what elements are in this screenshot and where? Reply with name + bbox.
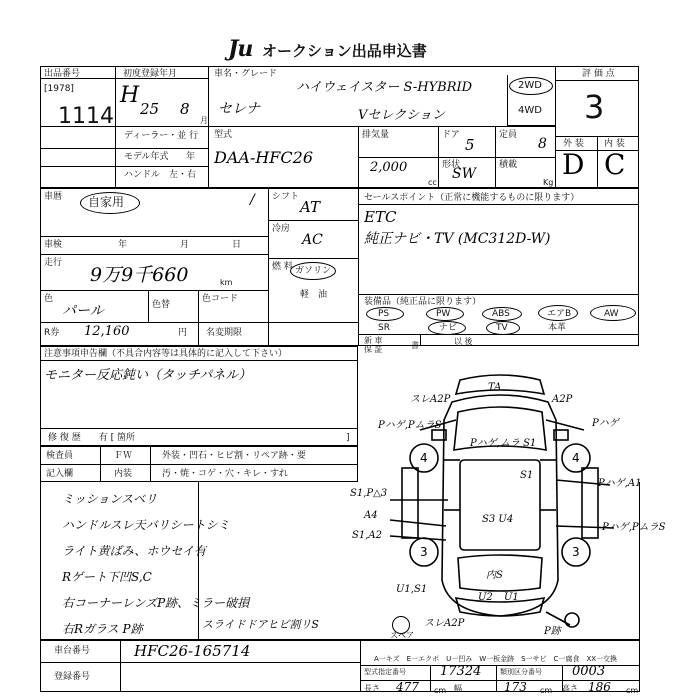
free-note-2: ハンドルスレ天バリシートシミ <box>62 518 230 532</box>
shaken-day: 日 <box>232 240 242 250</box>
cooling-label: 冷房 <box>272 224 291 234</box>
equipment-label: 装備品（純正品に限ります） <box>364 297 482 307</box>
diag-hood: Pハゲ,ムラ S1 <box>470 438 537 449</box>
height-label: 高さ <box>562 684 578 693</box>
height-cm: cm <box>626 686 639 695</box>
katashiki-label: 型式 <box>214 130 233 140</box>
tire-rr-num: 3 <box>572 545 580 559</box>
width-label: 幅 <box>454 684 462 693</box>
bottom-label-1: 型式指定番号 <box>364 668 406 676</box>
history-value: 自家用 <box>88 195 125 209</box>
reg-no-label: 登録番号 <box>54 672 91 682</box>
diag-left-3: S1,A2 <box>352 530 382 541</box>
history-label: 車暦 <box>44 192 63 202</box>
naiso-options: 汚・焼・コゲ・穴・キレ・すれ <box>162 469 288 479</box>
grade-line-2: Vセレクション <box>358 108 445 123</box>
kg-unit: Kg <box>543 178 554 187</box>
new-car-warranty-label: 新 車 保 証 <box>364 336 383 354</box>
shape-value: SW <box>452 166 476 182</box>
notes-line: モニター反応鈍い（タッチパネル） <box>44 368 252 383</box>
free-note-6: 右Rガラス P跡 <box>62 622 143 636</box>
fw-options: 外装・凹石・ヒビ割・リペア跡・要 <box>162 451 306 461</box>
mileage-value: 9万9千660 <box>90 264 189 286</box>
meigi-label: 名変期限 <box>206 328 243 338</box>
shift-label: シフト <box>272 192 300 202</box>
tire-fr-num: 4 <box>572 451 580 465</box>
fw-label: ＦＷ <box>114 451 133 461</box>
naiso-label: 内装 <box>114 469 133 479</box>
displacement-label: 排気量 <box>362 130 390 140</box>
capacity-value: 8 <box>538 136 547 152</box>
diag-ul-s1: U1,S1 <box>396 584 428 595</box>
mileage-label: 走行 <box>44 258 63 268</box>
first-reg-month: 8 <box>180 100 190 118</box>
exterior-value: D <box>562 148 585 181</box>
kei-label: 軽 油 <box>300 290 328 300</box>
code1-value: 17324 <box>440 664 482 679</box>
exterior-label: 外 装 <box>563 139 584 149</box>
width-value: 173 <box>504 680 527 694</box>
kinyu-label: 記入欄 <box>46 469 74 479</box>
shaken-label: 車検 <box>44 240 63 250</box>
diag-left-1: S1,P△3 <box>350 488 388 499</box>
km-unit: km <box>220 278 233 287</box>
diag-u2: U2 <box>478 592 493 603</box>
free-note-1: ミッションスベリ <box>62 492 158 506</box>
sales-point-1: ETC <box>364 208 397 226</box>
diag-rear-body: 内S <box>486 570 503 581</box>
width-cm: cm <box>540 686 553 695</box>
first-reg-label: 初度登録年月 <box>123 69 178 79</box>
diag-right-a1: Pハゲ,A1 <box>598 478 642 489</box>
cooling-value: AC <box>302 232 323 248</box>
r-ken-value: 12,160 <box>84 324 130 339</box>
slide-note: スライドドアヒビ割リS <box>202 618 319 631</box>
diag-bottom: スレA2P <box>424 618 465 629</box>
height-value: 186 <box>588 680 611 694</box>
page-title: オークション出品申込書 <box>262 42 427 60</box>
logo: Ju <box>228 36 253 62</box>
r-ken-label: R券 <box>44 328 60 338</box>
free-note-3: ライト黄ばみ、ホウセイ有 <box>62 544 207 558</box>
free-note-4: Rゲート下凹S,C <box>62 570 152 584</box>
spare-label: スペア <box>390 631 414 640</box>
damage-legend: A一キズ E一エクボ U一凹み W一板金跡 S一サビ C一腐食 XX一交換 <box>374 655 618 663</box>
igo-label: 以 後 <box>454 337 473 346</box>
car-name: セレナ <box>218 101 260 117</box>
car-name-label: 車名・グレード <box>214 69 278 79</box>
month-unit: 月 <box>200 116 208 125</box>
equip-ps: PS <box>378 309 390 319</box>
equip-aw: AW <box>604 309 619 319</box>
shape-label: 形状 <box>442 160 461 170</box>
bottom-label-2: 類別区分番号 <box>500 668 542 676</box>
gasoline-label: ガソリン <box>295 266 332 276</box>
lot-bracket: [1978] <box>44 84 74 94</box>
score-value: 3 <box>584 88 605 126</box>
spare-circle <box>392 616 410 634</box>
length-cm: cm <box>434 686 447 695</box>
tire-fl-num: 4 <box>420 451 428 465</box>
inspector-label: 検査員 <box>46 451 74 461</box>
equip-leather: 本革 <box>548 323 567 333</box>
equip-tv: TV <box>496 323 508 333</box>
free-note-5: 右コーナーレンズP跡、ミラー破損 <box>62 596 250 610</box>
shift-value: AT <box>300 198 321 216</box>
diag-top-left: スレA2P <box>410 394 451 405</box>
drive-4wd: 4WD <box>518 105 542 116</box>
handle-label: ハンドル 左・右 <box>124 170 197 180</box>
model-year-label: モデル年式 <box>124 152 169 162</box>
frame-no-value: HFC26-165714 <box>134 642 251 660</box>
diag-page-r1: Pハゲ <box>592 418 619 429</box>
diag-p-ato: P跡 <box>544 626 561 637</box>
notes-frame <box>40 346 358 446</box>
katashiki-value: DAA-HFC26 <box>214 148 313 167</box>
notes-label: 注意事項申告欄（不具合内容等は具体的に記入して下さい） <box>44 349 288 359</box>
equip-navi: ナビ <box>439 323 458 333</box>
lot-number: 1114 <box>58 104 114 129</box>
equip-pw: PW <box>436 309 451 319</box>
era: H <box>120 83 140 108</box>
shaken-month: 月 <box>180 240 190 250</box>
bottom-frame <box>40 640 640 692</box>
history-slash: / <box>250 192 255 208</box>
dealer-label: ディーラー・並 行 <box>124 131 199 141</box>
equip-sr: SR <box>378 323 390 333</box>
color-code-label: 色コード <box>202 294 239 304</box>
equip-abs: ABS <box>492 309 510 319</box>
doors-label: ドア <box>442 130 460 140</box>
color-label: 色 <box>44 294 54 304</box>
diag-top-right: A2P <box>552 394 573 405</box>
equip-airbag: エアB <box>547 309 572 319</box>
grade-line-1: ハイウェイスター S-HYBRID <box>296 80 473 95</box>
repair-bracket-close: ] <box>346 433 350 443</box>
interior-label: 内 装 <box>604 139 625 149</box>
frame-no-label: 車台番号 <box>54 646 91 656</box>
length-value: 477 <box>396 680 419 694</box>
displacement-value: 2,000 <box>370 160 408 175</box>
year-unit: 年 <box>186 152 196 162</box>
iro-kae-label: 色替 <box>152 300 171 310</box>
lot-no-label: 出品番号 <box>44 69 81 79</box>
sales-point-2: 純正ナビ・TV (MC312D-W) <box>364 231 551 247</box>
diag-s1: S1 <box>520 470 534 481</box>
warranty-sho: 書 <box>411 341 419 350</box>
diag-right-pm: Pハゲ,PムラS <box>602 522 666 533</box>
doors-value: 5 <box>465 136 475 154</box>
repair-history-label: 修 復 歴 有 [ 箇所 <box>48 433 135 443</box>
diag-roof: S3 U4 <box>482 514 514 525</box>
car-diagram <box>350 350 666 640</box>
shaken-year: 年 <box>118 240 128 250</box>
capacity-label: 定員 <box>499 130 518 140</box>
tire-rl-num: 3 <box>420 545 428 559</box>
diag-left-2: A4 <box>364 510 378 521</box>
length-label: 長さ <box>364 684 380 693</box>
first-reg-year: 25 <box>140 100 160 118</box>
cc-unit: cc <box>428 178 437 187</box>
fuel-label: 燃 料 <box>272 262 293 272</box>
diag-top-center: TA <box>488 382 502 393</box>
sales-point-label: セールスポイント（正常に機能するものに限ります） <box>364 193 580 203</box>
diag-u1: U1 <box>504 592 519 603</box>
code2-value: 0003 <box>572 664 606 679</box>
interior-value: C <box>604 148 626 181</box>
drive-2wd: 2WD <box>518 80 542 91</box>
rating-label: 評 価 点 <box>582 69 615 79</box>
color-value: パール <box>62 303 104 319</box>
load-label: 積載 <box>499 160 518 170</box>
diag-page-l1: Pハゲ,PムラS <box>378 420 442 431</box>
en-unit: 円 <box>178 328 188 338</box>
